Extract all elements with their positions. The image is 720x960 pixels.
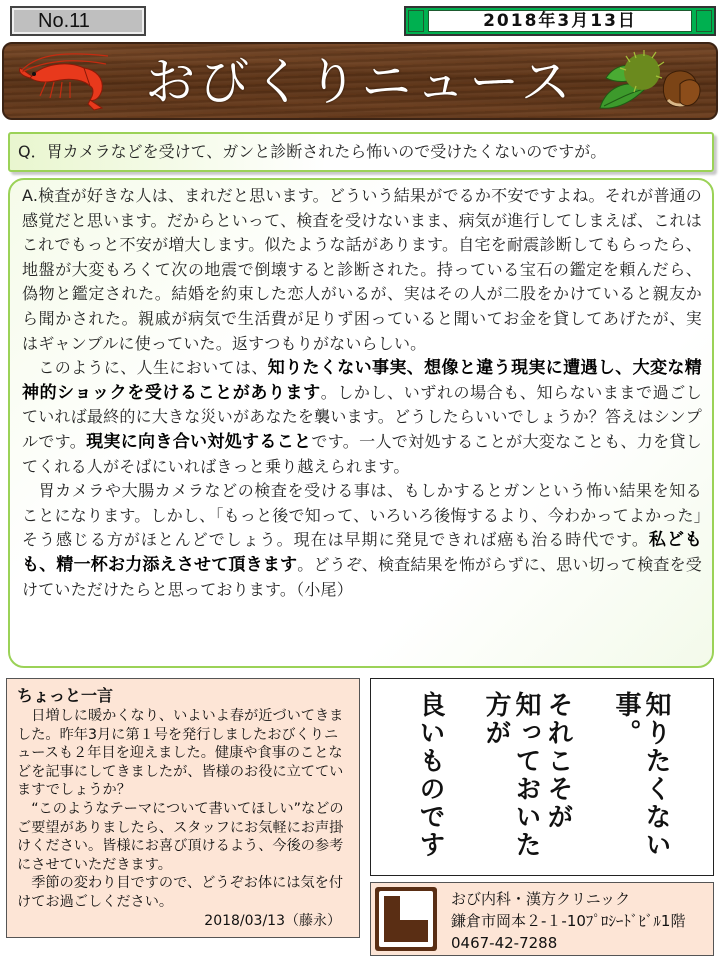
answer-p3-bold: 私どもも、精一杯お力添えさせて頂きます (22, 530, 702, 575)
poem-box (370, 678, 714, 876)
answer-p2-bold-a: 知りたくない事実、想像と違う現実に遭遇し、大変な精神的ショックを受けることがあります (22, 358, 703, 403)
issue-date: 2018年3月13日 (428, 10, 692, 32)
newsletter-title: おびくりニュース (145, 53, 575, 111)
poem-column-3: 知っておいた方が (481, 691, 541, 859)
one-word-text-2: “このようなテーマについて書いてほしい”などのご要望がありましたら、スタッフにお気軽にお声掛けください。皆様にお喜び頂けるよう、今後の参考にさせていただきます。 (17, 800, 344, 873)
answer-p2-bold-b: 現実に向き合い対処すること (86, 431, 312, 452)
clinic-logo (375, 887, 437, 951)
clinic-info-box (370, 882, 714, 956)
poem-column-4: 良いものです (415, 691, 445, 859)
date-box-left-tab (408, 10, 424, 32)
one-word-paragraph-3 (17, 874, 351, 911)
one-word-signature: 2018/03/13（藤永） (204, 912, 341, 929)
one-word-title: ちょっと一言 (17, 686, 114, 705)
answer-paragraph-2 (22, 356, 702, 479)
answer-p3-text-a: 胃カメラや大腸カメラなどの検査を受ける事は、もしかするとガンという怖い結果を知ることになります。しかし、「もっと後で知って、いろいろ後悔するより、今わかってよかった」そう感じる方がほとんどでしょう。現在は早期に発見できれば癌も治る時代です。 (22, 481, 702, 550)
answer-p3-text-b: 。どうぞ、検査結果を怖がらずに、思い切って検査を受けていただけたらと思っております。（小尾） (22, 554, 702, 599)
one-word-box (6, 678, 360, 938)
answer-p2-text-a: このように、人生においては、 (38, 358, 268, 378)
answer-p2-text-c: です。一人で対処することが大変なことも、力を貸してくれる人がそばにいればきっと乗り越えられます。 (22, 431, 702, 476)
poem-column-1: 知りたくない事。 (611, 691, 671, 859)
poem-column-2: それこそが (543, 691, 573, 831)
answer-paragraph-1: A.検査が好きな人は、まれだと思います。どういう結果がでるか不安ですよね。それが普通の感覚だと思います。だからといって、検査を受けないまま、病気が進行してしまえば、これはこれでもっと不安が増大します。似たような話があります。自宅を耐震診断してもらったら、地盤が大変もろくて次の地震で倒壊すると診断された。持っている宝石の鑑定を頼んだら、偽物と鑑定された。結婚を約束した恋人がいるが、実はその人が二股をかけていると親友から聞かされた。親戚が病気で生活費が足りず困っていると聞いてお金を貸してあげたが、実はギャンブルに使っていた。返すつもりがないらしい。 (22, 186, 702, 353)
clinic-phone: 0467-42-7288 (451, 934, 558, 952)
chestnut-icon (596, 48, 706, 118)
date-box (404, 6, 716, 36)
clinic-logo-icon (375, 887, 437, 951)
title-banner (2, 42, 718, 120)
one-word-paragraph-2 (17, 800, 351, 874)
one-word-paragraph-1 (17, 707, 351, 800)
one-word-text-1: 日増しに暖かくなり、いよいよ春が近づいてきました。昨年3月に第１号を発行しましたおびくりニュースも２年目を迎えました。健康や食事のことなどを記事にしてきましたが、皆様のお役に立てていますでしょうか？ (17, 708, 344, 799)
clinic-name: おび内科・漢方クリニック (451, 890, 631, 908)
answer-p2-text-b: 。しかし、いずれの場合も、知らないままで過ごしていれば最終的に大きな災いがあなたを襲います。どうしたらいいでしょうか？答えはシンプルです。 (22, 382, 702, 451)
question-bar: Q．胃カメラなどを受けて、ガンと診断されたら怖いので受けたくないのですが。 (8, 132, 714, 172)
issue-number: No.11 (10, 6, 146, 36)
date-box-right-tab (696, 10, 712, 32)
answer-box (8, 178, 714, 668)
one-word-text-3: 季節の変わり目ですので、どうぞお体には気を付けてお過ごしください。 (17, 875, 344, 910)
clinic-address: 鎌倉市岡本２-１-10ﾌﾟﾛｼｰﾄﾞﾋﾞﾙ1階 (451, 912, 686, 930)
answer-paragraph-3 (22, 479, 702, 602)
